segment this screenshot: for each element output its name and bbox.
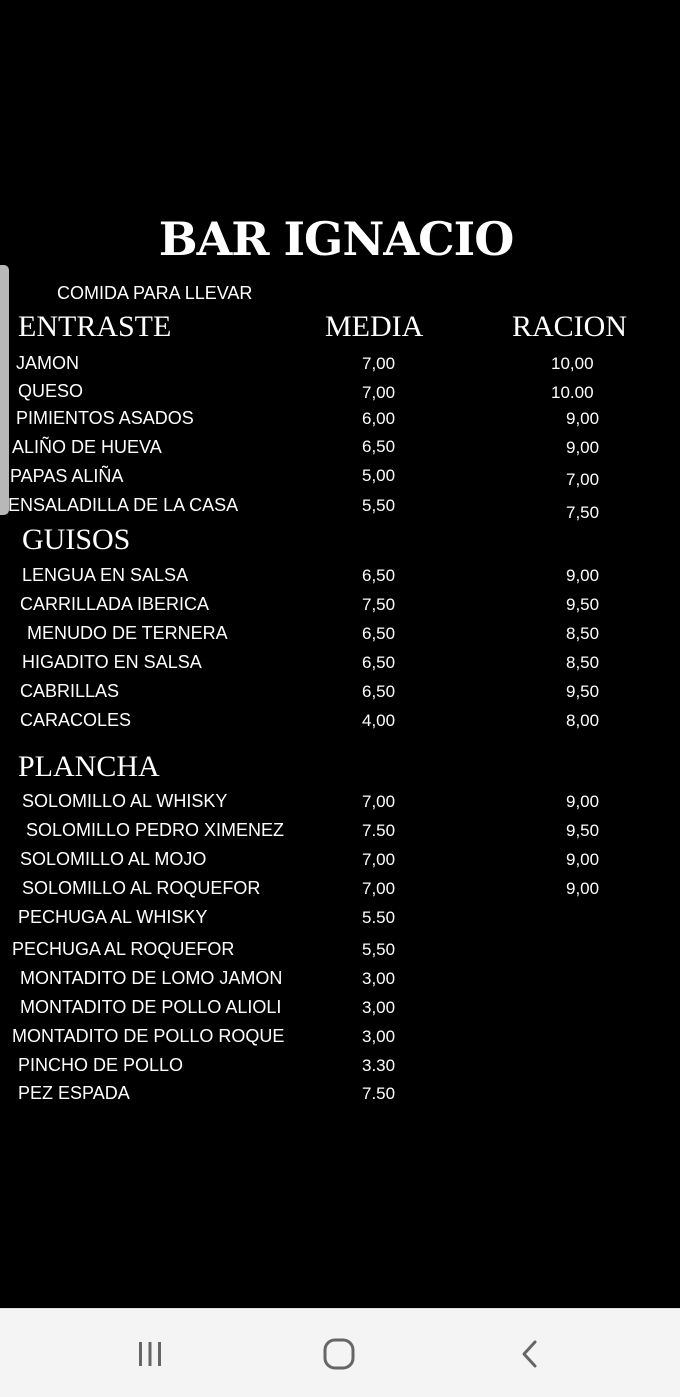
menu-item-racion-price: 9,00	[566, 409, 600, 428]
menu-item-media-price: 5.50	[362, 908, 396, 927]
menu-title: BAR IGNACIO	[158, 212, 514, 266]
menu-item-media-price: 3,00	[362, 1027, 396, 1046]
menu-item-name: PEZ ESPADA	[18, 1083, 130, 1103]
menu-item-media-price: 4,00	[362, 711, 396, 730]
menu-item-media-price: 3,00	[362, 998, 396, 1017]
menu-item-name: MENUDO DE TERNERA	[27, 623, 228, 643]
back-icon	[515, 1339, 545, 1369]
menu-item-name: PIMIENTOS ASADOS	[16, 408, 194, 428]
recents-icon	[135, 1339, 165, 1369]
menu-item-media-price: 7,00	[362, 354, 396, 373]
menu-item-racion-price: 7,50	[566, 503, 600, 522]
menu-item-racion-price: 10,00	[551, 354, 594, 373]
home-button[interactable]	[309, 1329, 369, 1379]
recents-button[interactable]	[120, 1329, 180, 1379]
menu-item-name: SOLOMILLO AL ROQUEFOR	[22, 878, 261, 898]
menu-item-name: PAPAS ALIÑA	[10, 466, 124, 486]
menu-item-name: QUESO	[18, 381, 84, 401]
menu-item-name: ALIÑO DE HUEVA	[12, 437, 162, 457]
menu-item-media-price: 3.30	[362, 1056, 396, 1075]
scroll-indicator[interactable]	[0, 265, 9, 515]
menu-item-racion-price: 9,00	[566, 438, 600, 457]
menu-item-name: MONTADITO DE LOMO JAMON	[20, 968, 283, 988]
menu-item-media-price: 3,00	[362, 969, 396, 988]
menu-item-racion-price: 9,50	[566, 821, 600, 840]
column-header-media: MEDIA	[325, 310, 424, 343]
menu-item-racion-price: 9,00	[566, 879, 600, 898]
menu-item-racion-price: 9,00	[566, 566, 600, 585]
back-button[interactable]	[500, 1329, 560, 1379]
menu-item-name: LENGUA EN SALSA	[22, 565, 189, 585]
menu-item-name: MONTADITO DE POLLO ROQUE	[12, 1026, 285, 1046]
menu-item-name: SOLOMILLO PEDRO XIMENEZ	[26, 820, 285, 840]
section-heading-entraste: ENTRASTE	[18, 310, 172, 343]
menu-item-media-price: 6,00	[362, 409, 396, 428]
menu-item-racion-price: 10.00	[551, 383, 594, 402]
menu-item-media-price: 7,00	[362, 850, 396, 869]
menu-item-name: JAMON	[16, 353, 79, 373]
menu-item-media-price: 6,50	[362, 624, 396, 643]
menu-item-media-price: 5,00	[362, 466, 396, 485]
home-icon	[322, 1337, 356, 1371]
menu-item-media-price: 7.50	[362, 1084, 396, 1103]
menu-item-media-price: 5,50	[362, 496, 396, 515]
menu-item-media-price: 6,50	[362, 437, 396, 456]
menu-item-media-price: 7,00	[362, 383, 396, 402]
menu-item-media-price: 5,50	[362, 940, 396, 959]
menu-item-racion-price: 9,50	[566, 682, 600, 701]
menu-item-name: CARACOLES	[20, 710, 132, 730]
menu-item-racion-price: 9,00	[566, 850, 600, 869]
menu-item-name: ENSALADILLA DE LA CASA	[8, 495, 239, 515]
menu-item-racion-price: 8,00	[566, 711, 600, 730]
menu-item-racion-price: 9,50	[566, 595, 600, 614]
menu-item-name: PECHUGA AL ROQUEFOR	[12, 939, 235, 959]
menu-subtitle: COMIDA PARA LLEVAR	[57, 283, 253, 303]
menu-item-name: CARRILLADA IBERICA	[20, 594, 210, 614]
menu-item-media-price: 7.50	[362, 821, 396, 840]
menu-item-name: PECHUGA AL WHISKY	[18, 907, 208, 927]
menu-item-racion-price: 8,50	[566, 624, 600, 643]
menu-item-racion-price: 7,00	[566, 470, 600, 489]
android-navigation-bar	[0, 1308, 680, 1397]
menu-item-media-price: 7,00	[362, 792, 396, 811]
section-heading-guisos: GUISOS	[22, 523, 131, 556]
menu-item-media-price: 6,50	[362, 566, 396, 585]
menu-item-racion-price: 8,50	[566, 653, 600, 672]
menu-item-media-price: 6,50	[362, 653, 396, 672]
menu-item-name: CABRILLAS	[20, 681, 120, 701]
menu-item-media-price: 7,00	[362, 879, 396, 898]
menu-item-name: PINCHO DE POLLO	[18, 1055, 184, 1075]
menu-item-media-price: 7,50	[362, 595, 396, 614]
menu-item-name: SOLOMILLO AL WHISKY	[22, 791, 228, 811]
menu-item-name: MONTADITO DE POLLO ALIOLI	[20, 997, 282, 1017]
menu-item-name: SOLOMILLO AL MOJO	[20, 849, 207, 869]
column-header-racion: RACION	[512, 310, 628, 343]
menu-item-name: HIGADITO EN SALSA	[22, 652, 202, 672]
menu-item-media-price: 6,50	[362, 682, 396, 701]
section-heading-plancha: PLANCHA	[18, 750, 160, 783]
menu-item-racion-price: 9,00	[566, 792, 600, 811]
